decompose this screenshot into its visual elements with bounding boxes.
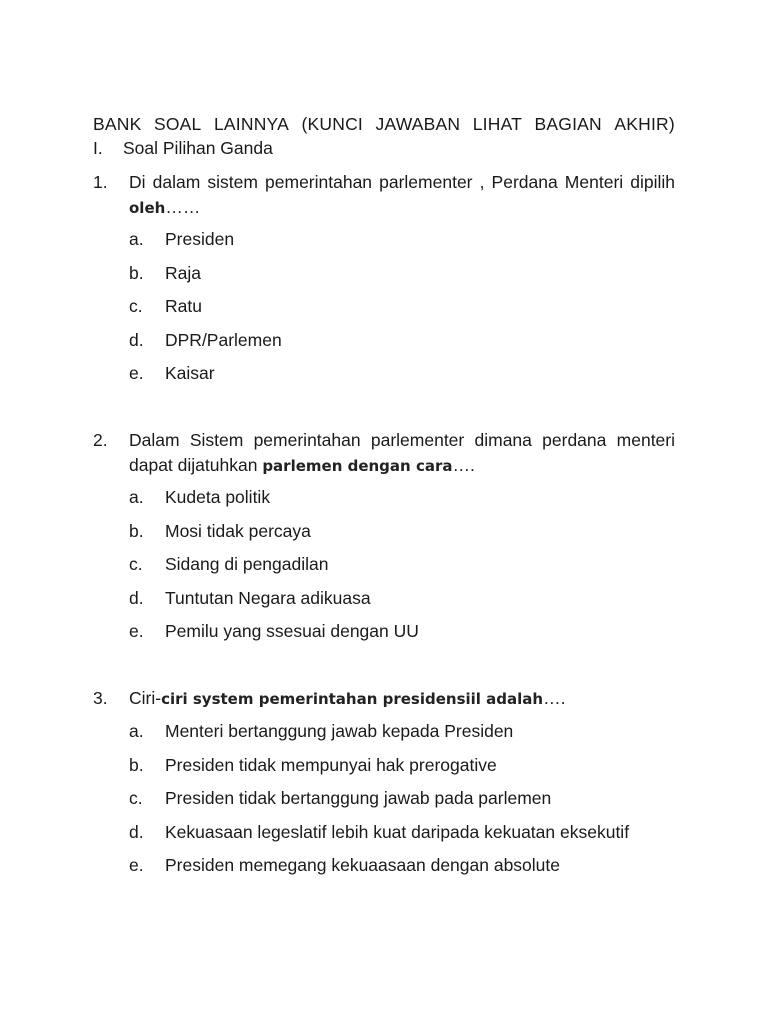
section-label: Soal Pilihan Ganda — [123, 138, 273, 158]
option-letter: c. — [129, 296, 143, 316]
question-line — [129, 686, 675, 712]
option-text: Presiden memegang kekuaasaan dengan absolute — [165, 855, 561, 875]
question-number: 3. — [93, 688, 108, 708]
option-letter: c. — [129, 554, 143, 574]
option-text: Mosi tidak percaya — [165, 521, 311, 541]
option-text: Kekuasaan legeslatif lebih kuat daripada kekuatan eksekutif — [165, 822, 630, 842]
question-text-bold: oleh — [129, 199, 166, 217]
question-number: 2. — [93, 430, 108, 450]
option-letter: e. — [129, 363, 144, 383]
page-heading — [93, 114, 675, 135]
option-letter: e. — [129, 621, 144, 641]
heading-word: SOAL — [153, 114, 202, 134]
option-letter: c. — [129, 788, 143, 808]
option-letter: b. — [129, 263, 144, 283]
section-number: I. — [93, 138, 103, 158]
question-text-bold: parlemen dengan cara — [262, 457, 453, 475]
option-text: Presiden tidak bertanggung jawab pada parlemen — [165, 788, 552, 808]
heading-word: BAGIAN — [534, 114, 602, 134]
question-text — [129, 686, 675, 712]
question-text-bold: ciri system pemerintahan presidensiil adalah — [161, 690, 544, 708]
option-text: Sidang di pengadilan — [165, 554, 329, 574]
option-letter: d. — [129, 330, 144, 350]
option-text: Kudeta politik — [165, 487, 271, 507]
question-text — [129, 428, 675, 479]
heading-word: BANK — [93, 114, 142, 134]
heading-word: (KUNCI — [301, 114, 363, 134]
heading-word: JAWABAN — [375, 114, 461, 134]
heading-word: LIHAT — [472, 114, 523, 134]
question-text-tail: …. — [452, 455, 475, 475]
option-text: Kaisar — [165, 363, 215, 383]
option-text: Menteri bertanggung jawab kepada Presiden — [165, 721, 514, 741]
question-line — [129, 453, 675, 479]
option-letter: e. — [129, 855, 144, 875]
heading-word: LAINNYA — [214, 114, 289, 134]
option-letter: a. — [129, 229, 144, 249]
question-text-tail: …. — [543, 688, 566, 708]
question-line: Di dalam sistem pemerintahan parlementer , Perdana Menteri dipilih — [129, 172, 675, 192]
section-title — [93, 138, 273, 159]
question-text-plain: dapat dijatuhkan — [129, 455, 263, 475]
option-text: Ratu — [165, 296, 202, 316]
question-line — [129, 195, 675, 221]
option-letter: b. — [129, 521, 144, 541]
question-text — [129, 170, 675, 221]
option-text: DPR/Parlemen — [165, 330, 282, 350]
option-letter: d. — [129, 588, 144, 608]
option-text: Pemilu yang ssesuai dengan UU — [165, 621, 419, 641]
option-text: Raja — [165, 263, 201, 283]
question-text-tail: …… — [165, 197, 201, 217]
option-text: Tuntutan Negara adikuasa — [165, 588, 371, 608]
question-text-plain: Ciri- — [129, 688, 162, 708]
option-letter: b. — [129, 755, 144, 775]
option-text: Presiden — [165, 229, 235, 249]
question-number: 1. — [93, 172, 108, 192]
heading-word: AKHIR) — [614, 114, 675, 134]
question-line: Dalam Sistem pemerintahan parlementer dimana perdana menteri — [129, 430, 675, 450]
option-letter: d. — [129, 822, 144, 842]
option-letter: a. — [129, 721, 144, 741]
option-text: Presiden tidak mempunyai hak prerogative — [165, 755, 497, 775]
option-letter: a. — [129, 487, 144, 507]
